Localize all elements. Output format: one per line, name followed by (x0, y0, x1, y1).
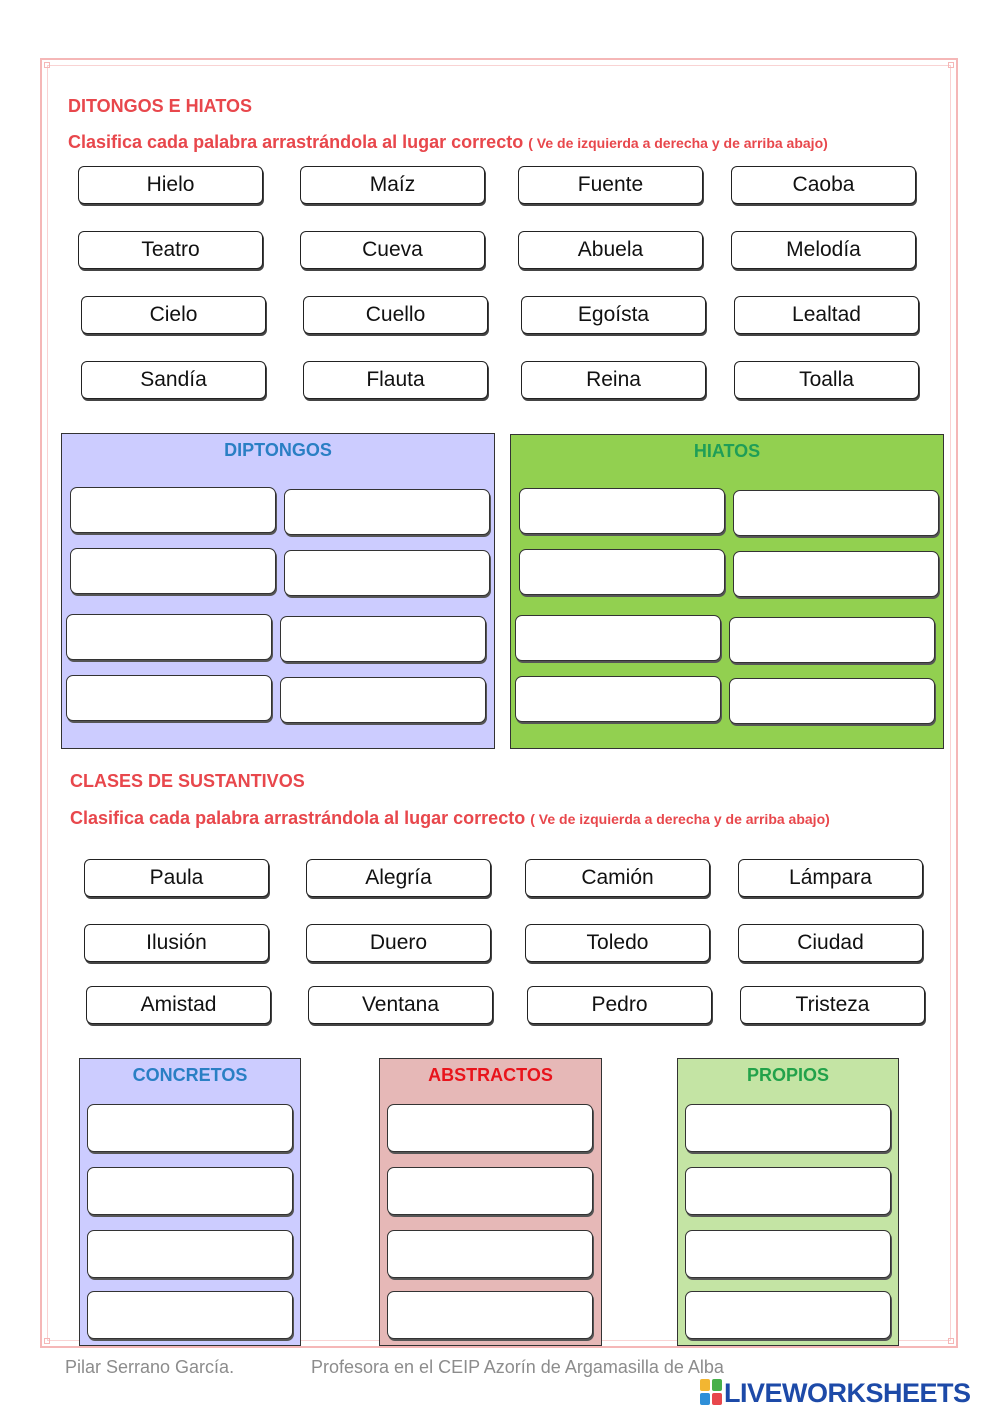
instruction-text: Clasifica cada palabra arrastrándola al lugar correcto (70, 808, 526, 828)
section2-instruction (70, 808, 830, 829)
footer-role: Profesora en el CEIP Azorín de Argamasilla de Alba (311, 1357, 724, 1377)
diptongos-drop-panel (61, 433, 495, 749)
concretos-title: CONCRETOS (132, 1065, 248, 1085)
frame-corner (44, 62, 50, 68)
answer-drop-slot[interactable] (515, 615, 721, 661)
word-chip[interactable]: Amistad (86, 986, 271, 1024)
section1-instruction (68, 132, 828, 153)
propios-drop-panel (677, 1058, 899, 1346)
section2-heading: CLASES DE SUSTANTIVOS (70, 771, 305, 791)
word-chip[interactable]: Camión (525, 859, 710, 897)
word-chip[interactable]: Ilusión (84, 924, 269, 962)
answer-drop-slot[interactable] (519, 488, 725, 534)
answer-drop-slot[interactable] (66, 675, 272, 721)
answer-drop-slot[interactable] (87, 1104, 293, 1152)
word-chip[interactable]: Lealtad (734, 296, 919, 334)
answer-drop-slot[interactable] (685, 1104, 891, 1152)
liveworksheets-logo (700, 1378, 992, 1408)
liveworksheets-logo-icon (700, 1379, 722, 1405)
propios-title: PROPIOS (746, 1065, 830, 1085)
answer-drop-slot[interactable] (515, 676, 721, 722)
answer-drop-slot[interactable] (387, 1291, 593, 1339)
answer-drop-slot[interactable] (387, 1104, 593, 1152)
answer-drop-slot[interactable] (87, 1167, 293, 1215)
concretos-drop-panel (79, 1058, 301, 1346)
answer-drop-slot[interactable] (284, 550, 490, 596)
abstractos-drop-panel (379, 1058, 602, 1346)
frame-corner (948, 62, 954, 68)
answer-drop-slot[interactable] (685, 1291, 891, 1339)
word-chip[interactable]: Lámpara (738, 859, 923, 897)
answer-drop-slot[interactable] (387, 1167, 593, 1215)
word-chip[interactable]: Paula (84, 859, 269, 897)
answer-drop-slot[interactable] (685, 1167, 891, 1215)
word-chip[interactable]: Toledo (525, 924, 710, 962)
word-chip[interactable]: Abuela (518, 231, 703, 269)
abstractos-title: ABSTRACTOS (428, 1065, 553, 1085)
instruction-note: ( Ve de izquierda a derecha y de arriba abajo) (530, 811, 830, 827)
answer-drop-slot[interactable] (87, 1230, 293, 1278)
answer-drop-slot[interactable] (387, 1230, 593, 1278)
word-chip[interactable]: Sandía (81, 361, 266, 399)
frame-corner (948, 1338, 954, 1344)
liveworksheets-brand: LIVEWORKSHEETS (724, 1378, 971, 1408)
instruction-text: Clasifica cada palabra arrastrándola al lugar correcto (68, 132, 524, 152)
answer-drop-slot[interactable] (729, 617, 935, 663)
answer-drop-slot[interactable] (284, 489, 490, 535)
word-chip[interactable]: Alegría (306, 859, 491, 897)
instruction-note: ( Ve de izquierda a derecha y de arriba abajo) (528, 135, 828, 151)
word-chip[interactable]: Reina (521, 361, 706, 399)
word-chip[interactable]: Maíz (300, 166, 485, 204)
word-chip[interactable]: Ventana (308, 986, 493, 1024)
answer-drop-slot[interactable] (733, 551, 939, 597)
word-chip[interactable]: Hielo (78, 166, 263, 204)
footer-author: Pilar Serrano García. (65, 1357, 235, 1377)
section1-heading: DITONGOS E HIATOS (68, 96, 253, 116)
diptongos-title: DIPTONGOS (224, 440, 332, 460)
word-chip[interactable]: Ciudad (738, 924, 923, 962)
word-chip[interactable]: Toalla (734, 361, 919, 399)
answer-drop-slot[interactable] (733, 490, 939, 536)
answer-drop-slot[interactable] (519, 549, 725, 595)
hiatos-title: HIATOS (693, 441, 761, 461)
word-chip[interactable]: Tristeza (740, 986, 925, 1024)
word-chip[interactable]: Teatro (78, 231, 263, 269)
frame-corner (44, 1338, 50, 1344)
answer-drop-slot[interactable] (87, 1291, 293, 1339)
answer-drop-slot[interactable] (70, 487, 276, 533)
word-chip[interactable]: Egoísta (521, 296, 706, 334)
word-chip[interactable]: Melodía (731, 231, 916, 269)
answer-drop-slot[interactable] (685, 1230, 891, 1278)
word-chip[interactable]: Pedro (527, 986, 712, 1024)
word-chip[interactable]: Cueva (300, 231, 485, 269)
word-chip[interactable]: Caoba (731, 166, 916, 204)
word-chip[interactable]: Fuente (518, 166, 703, 204)
answer-drop-slot[interactable] (70, 548, 276, 594)
word-chip[interactable]: Cielo (81, 296, 266, 334)
answer-drop-slot[interactable] (66, 614, 272, 660)
hiatos-drop-panel (510, 434, 944, 749)
answer-drop-slot[interactable] (280, 677, 486, 723)
word-chip[interactable]: Duero (306, 924, 491, 962)
answer-drop-slot[interactable] (729, 678, 935, 724)
word-chip[interactable]: Cuello (303, 296, 488, 334)
answer-drop-slot[interactable] (280, 616, 486, 662)
word-chip[interactable]: Flauta (303, 361, 488, 399)
